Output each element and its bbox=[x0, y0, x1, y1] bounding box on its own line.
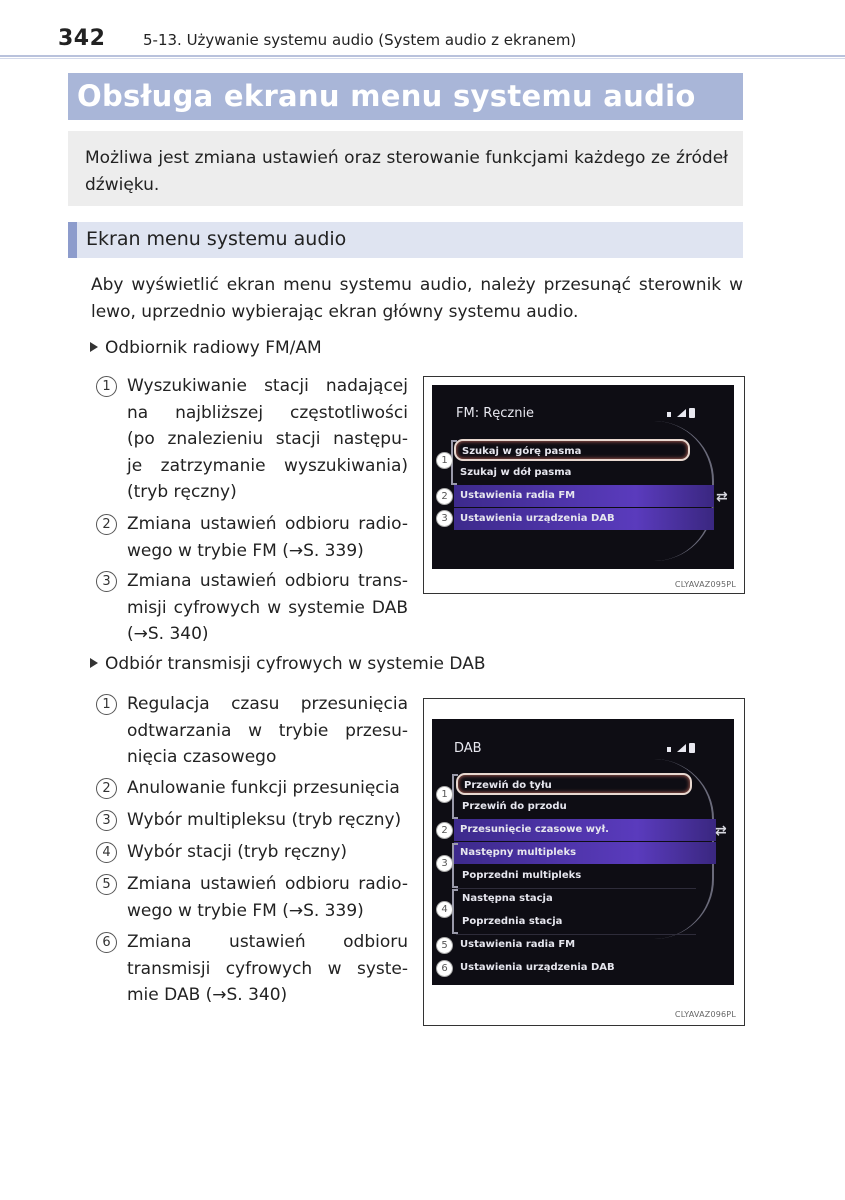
fm-screen bbox=[432, 385, 734, 569]
marker-6: 6 bbox=[436, 960, 453, 977]
signal-status-icon bbox=[664, 741, 714, 755]
marker-5: 5 bbox=[436, 937, 453, 954]
number-circle: 4 bbox=[96, 842, 117, 863]
dab-row[interactable]: Następny multipleks bbox=[454, 842, 716, 864]
number-circle: 2 bbox=[96, 514, 117, 535]
subheading-accent bbox=[68, 222, 77, 258]
marker-1: 1 bbox=[436, 786, 453, 803]
marker-2: 2 bbox=[436, 488, 453, 505]
dab-screen-title: DAB bbox=[454, 741, 482, 756]
fm-row[interactable]: Szukaj w dół pasma bbox=[460, 467, 572, 478]
fm-item-1 bbox=[96, 373, 408, 506]
group-bracket bbox=[452, 774, 458, 819]
figure-code: CLYAVAZ095PL bbox=[674, 580, 736, 589]
dab-row[interactable]: Poprzedni multipleks bbox=[462, 870, 582, 881]
fm-item-3 bbox=[96, 568, 408, 648]
header-rule-thin bbox=[0, 58, 845, 59]
dab-heading-text: Odbiór transmisji cyfrowych w systemie DAB bbox=[105, 654, 486, 674]
page-number: 342 bbox=[58, 26, 106, 51]
dab-item-1 bbox=[96, 691, 408, 771]
fm-screen-title: FM: Ręcznie bbox=[456, 406, 535, 421]
dab-item-6-line: transmisji cyfrowych w syste- bbox=[127, 958, 408, 979]
dab-screenshot bbox=[423, 698, 745, 1026]
dab-item-3-line: Wybór multipleksu (tryb ręczny) bbox=[127, 810, 402, 830]
fm-item-1-line: (tryb ręczny) bbox=[127, 482, 237, 502]
marker-4: 4 bbox=[436, 901, 453, 918]
dab-item-1-line: odtwarzania w trybie przesu- bbox=[127, 720, 408, 741]
number-circle: 1 bbox=[96, 376, 117, 397]
title-bar bbox=[68, 73, 743, 120]
fm-heading-text: Odbiornik radiowy FM/AM bbox=[105, 338, 322, 358]
signal-status-icon bbox=[664, 406, 714, 420]
dab-item-4 bbox=[96, 839, 408, 866]
fm-screenshot bbox=[423, 376, 745, 594]
intro-box bbox=[68, 131, 743, 206]
dab-row[interactable]: Przewiń do tyłu bbox=[456, 773, 692, 795]
number-circle: 5 bbox=[96, 874, 117, 895]
number-circle: 2 bbox=[96, 778, 117, 799]
triangle-bullet-icon bbox=[90, 658, 98, 668]
fm-item-1-line: je zatrzymanie wyszukiwania) bbox=[127, 455, 408, 476]
dab-item-2-line: Anulowanie funkcji przesunięcia bbox=[127, 778, 400, 798]
page-title: Obsługa ekranu menu systemu audio bbox=[77, 79, 696, 113]
fm-item-3-line: misji cyfrowych w systemie DAB bbox=[127, 597, 408, 618]
fm-row[interactable]: Ustawienia urządzenia DAB bbox=[454, 508, 714, 530]
fm-item-1-line: (po znalezieniu stacji następu- bbox=[127, 429, 408, 449]
dab-row[interactable]: Przewiń do przodu bbox=[462, 801, 567, 812]
marker-1: 1 bbox=[436, 452, 453, 469]
dab-row[interactable]: Przesunięcie czasowe wył. bbox=[454, 819, 716, 841]
body-text: Aby wyświetlić ekran menu systemu audio, należy przesunąć sterownik w lewo, uprzednio wybierając ekran główny systemu audio. bbox=[91, 275, 743, 322]
group-bracket bbox=[452, 889, 458, 934]
fm-row[interactable]: Szukaj w górę pasma bbox=[454, 439, 690, 461]
fm-heading bbox=[90, 338, 322, 358]
dab-row[interactable]: Poprzednia stacja bbox=[462, 916, 563, 927]
dab-row[interactable]: Ustawienia radia FM bbox=[460, 939, 576, 950]
number-circle: 3 bbox=[96, 810, 117, 831]
fm-item-1-line: Wyszukiwanie stacji nadającej bbox=[127, 376, 408, 396]
figure-code: CLYAVAZ096PL bbox=[674, 1010, 736, 1019]
number-circle: 6 bbox=[96, 932, 117, 953]
back-arrow-icon[interactable]: ⇄ bbox=[715, 823, 727, 839]
dab-item-3 bbox=[96, 807, 408, 834]
fm-item-2 bbox=[96, 511, 408, 564]
fm-item-3-line: Zmiana ustawień odbioru trans- bbox=[127, 571, 408, 591]
intro-text: Możliwa jest zmiana ustawień oraz sterowanie funkcjami każdego ze źródeł dźwięku. bbox=[85, 148, 728, 195]
number-circle: 3 bbox=[96, 571, 117, 592]
dab-heading bbox=[90, 654, 486, 674]
dab-screen bbox=[432, 719, 734, 985]
page-header bbox=[0, 0, 845, 60]
dab-item-5 bbox=[96, 871, 408, 924]
dab-item-1-line: Regulacja czasu przesunięcia bbox=[127, 694, 408, 714]
dab-row[interactable]: Następna stacja bbox=[462, 893, 553, 904]
fm-item-3-line: (→S. 340) bbox=[127, 624, 209, 644]
dab-item-6-line: mie DAB (→S. 340) bbox=[127, 985, 288, 1005]
back-arrow-icon[interactable]: ⇄ bbox=[716, 489, 728, 505]
fm-item-1-line: na najbliższej częstotliwości bbox=[127, 402, 408, 423]
group-bracket bbox=[452, 843, 458, 888]
dab-item-6-line: Zmiana ustawień odbioru bbox=[127, 932, 408, 952]
dab-item-2 bbox=[96, 775, 408, 802]
marker-2: 2 bbox=[436, 822, 453, 839]
dab-item-6 bbox=[96, 929, 408, 1009]
dab-item-5-line: wego w trybie FM (→S. 339) bbox=[127, 900, 364, 921]
triangle-bullet-icon bbox=[90, 342, 98, 352]
marker-3: 3 bbox=[436, 510, 453, 527]
subheading: Ekran menu systemu audio bbox=[86, 228, 347, 250]
number-circle: 1 bbox=[96, 694, 117, 715]
header-rule bbox=[0, 55, 845, 57]
fm-item-2-line: wego w trybie FM (→S. 339) bbox=[127, 540, 364, 561]
dab-row[interactable]: Ustawienia urządzenia DAB bbox=[460, 962, 615, 973]
marker-3: 3 bbox=[436, 855, 453, 872]
fm-row[interactable]: Ustawienia radia FM bbox=[454, 485, 714, 507]
fm-item-2-line: Zmiana ustawień odbioru radio- bbox=[127, 514, 408, 534]
dab-item-5-line: Zmiana ustawień odbioru radio- bbox=[127, 874, 408, 894]
subheading-bar bbox=[68, 222, 743, 258]
dab-item-1-line: nięcia czasowego bbox=[127, 747, 277, 767]
section-title: 5-13. Używanie systemu audio (System audio z ekranem) bbox=[143, 31, 577, 49]
dab-item-4-line: Wybór stacji (tryb ręczny) bbox=[127, 842, 348, 862]
